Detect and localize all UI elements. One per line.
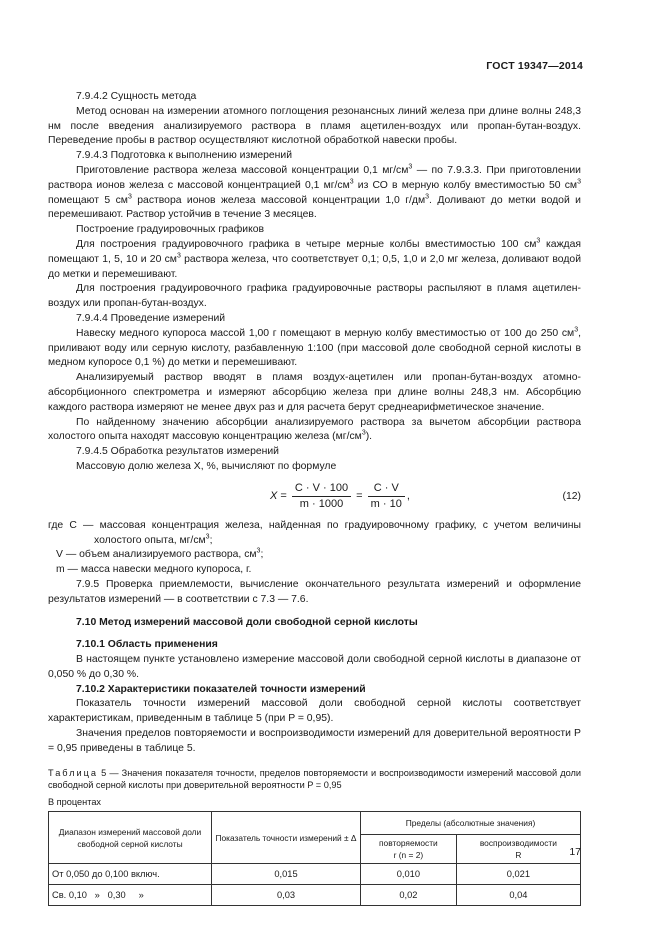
where-c: где C — массовая концентрация железа, найденная по градуировочному графику, с учетом величины холостого опыта, $мг/см^3$; [48, 519, 581, 546]
cell-range: Св. 0,10 » 0,30 » [49, 885, 212, 906]
cell-repeatability: 0,02 [361, 885, 457, 906]
header-limits: Пределы (абсолютные значения) [361, 812, 581, 835]
section-title-710: 7.10 Метод измерений массовой доли свободной серной кислоты [76, 616, 418, 628]
formula-fraction-2: $\frac{C \cdot V}{m \cdot 10}$ [368, 481, 405, 512]
table-units: В процентах [48, 796, 102, 807]
section-title-7945: 7.9.4.5 Обработка результатов измерений [76, 446, 279, 458]
document-body [48, 90, 581, 906]
table-row [49, 864, 581, 885]
formula-fraction-1: $\frac{C \cdot V \cdot 100}{m \cdot 1000}$ [292, 481, 351, 512]
section-title-7944: 7.9.4.4 Проведение измерений [76, 312, 226, 324]
where-v: V — объем анализируемого раствора, $см^3$; [56, 547, 264, 561]
page-number: 17 [569, 846, 581, 858]
section-title-7102: 7.10.2 Характеристики показателей точности измерений [76, 683, 366, 695]
paragraph-calibration-flasks: Для построения градуировочного графика в четыре мерные колбы вместимостью 100 $см^3$ каждая помещают 1, 5, 10 и 20 $см^3$ раствора железа, что соответствует 0,1; 0,5, 1,0 и 2,0 мг железа, доливают водой до метки и перемешивают. [48, 237, 582, 280]
where-m: m — масса навески медного купороса, г. [56, 564, 252, 576]
paragraph-limits: Значения пределов повторяемости и воспроизводимости измерений для доверительной вероятности P = 0,95 приведены в таблице 5. [48, 728, 581, 754]
section-title-7942: 7.9.4.2 Сущность метода [76, 91, 197, 102]
header-repeatability: повторяемости r (n = 2) [361, 835, 457, 864]
paragraph-absorption-measure: Анализируемый раствор вводят в пламя воздух-ацетилен или пропан-бутан-воздух атомно-абсорбционного спектрометра и измеряют абсорбцию железа при длине волны 248,3 нм. Абсорбцию каждого раствора измеряют не менее двух раз и для расчета берут среднеарифметическое значение. [48, 372, 581, 413]
table-row [49, 885, 581, 906]
cell-reproducibility: 0,021 [456, 864, 580, 885]
paragraph-method-essence: Метод основан на измерении атомного поглощения резонансных линий железа при длине волны 248,3 нм после введения анализируемого раствора в пламя ацетилен-воздух или пропан-бутан-воздух. Переведение пробы в раствор осуществляют кислотной обработкой навески пробы. [48, 105, 581, 147]
cell-accuracy: 0,015 [212, 864, 361, 885]
header-reproducibility: воспроизводимости R [456, 835, 580, 864]
paragraph-scope: В настоящем пункте установлено измерение массовой доли свободной серной кислоты в диапазоне от 0,050 % до 0,30 %. [48, 654, 581, 680]
cell-reproducibility: 0,04 [456, 885, 580, 906]
paragraph-sample-weighing: Навеску медного купороса массой 1,00 г помещают в мерную колбу вместимостью от 100 до 250 $см^3$, приливают воду или серную кислоту, разбавленную 1:100 (при массовой доле свободной серной кислоты в медном купоросе 0,1 %) до метки и перемешивают. [48, 326, 581, 369]
formula-lhs: X [270, 489, 278, 502]
formula-12: X = $\frac{C \cdot V \cdot 100}{m \cdot 1000}$ = $\frac{C \cdot V}{m \cdot 10}$ , (12) [270, 481, 581, 510]
table-caption: Таблица 5 — Значения показателя точности, пределов повторяемости и воспроизводимости измерений массовой доли свободной серной кислоты при доверительной вероятности P = 0,95 [48, 767, 581, 791]
cell-accuracy: 0,03 [212, 885, 361, 906]
formula-number: (12) [562, 490, 581, 502]
cell-range: От 0,050 до 0,100 включ. [49, 864, 212, 885]
table-5 [48, 811, 581, 906]
section-title-7943: 7.9.4.3 Подготовка к выполнению измерений [76, 150, 293, 162]
header-accuracy: Показатель точности измерений ± Δ [212, 812, 361, 864]
cell-repeatability: 0,010 [361, 864, 457, 885]
standard-header: ГОСТ 19347—2014 [486, 60, 583, 72]
paragraph-concentration-find: По найденному значению абсорбции анализируемого раствора за вычетом абсорбции раствора холостого опыта находят массовую концентрацию железа $(мг/см^3)$. [48, 416, 581, 443]
calibration-title: Построение градуировочных графиков [76, 224, 265, 236]
paragraph-accuracy: Показатель точности измерений массовой доли свободной серной кислоты соответствует характеристикам, приведенным в таблице 5 (при P = 0,95). [48, 698, 581, 725]
section-title-7101: 7.10.1 Область применения [76, 639, 218, 651]
paragraph-calibration-spray: Для построения градуировочного графика градуировочные растворы распыляют в пламя ацетилен-воздух или пропан-бутан-воздух. [48, 283, 581, 310]
paragraph-iron-solution-prep: Приготовление раствора железа массовой концентрации 0,1 $мг/см^3$ — по 7.9.3.3. При приготовлении раствора ионов железа с массовой концентрацией 0,1 $мг/см^3$ из СО в мерную колбу вместимостью 50 $см^3$ помещают 5 $см^3$ раствора ионов железа массовой концентрации 1,0 $г/дм^3$. Доливают до метки водой и перемешивают. Раствор устойчив в течение 3 месяцев. [48, 163, 581, 221]
header-range: Диапазон измерений массовой доли свободной серной кислоты [49, 812, 212, 864]
section-795: 7.9.5 Проверка приемлемости, вычисление окончательного результата измерений и оформление результатов измерений — в соответствии с 7.3 — 7.6. [48, 578, 581, 605]
formula-intro: Массовую долю железа X, %, вычисляют по формуле [76, 460, 337, 472]
